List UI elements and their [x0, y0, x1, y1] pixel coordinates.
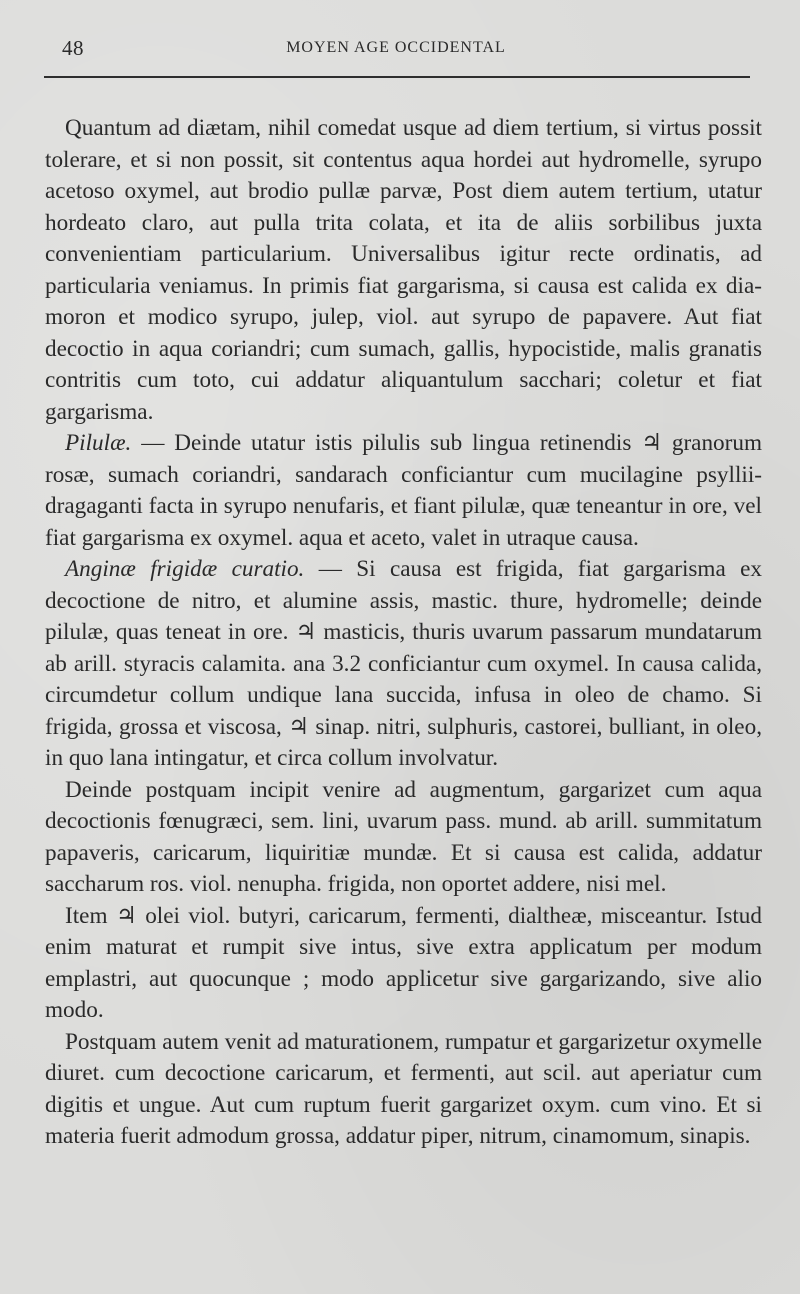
- running-title: MOYEN AGE OCCIDENTAL: [286, 39, 506, 56]
- paragraph-text: Quantum ad diætam, nihil comedat usque ad diem tertium, si virtus possit tolerare, et si non possit, sit contentus aqua hordei aut hydromelle, syrupo acetoso oxymel, aut brodio pullæ parvæ, Post diem autem tertium, utatur hordeato claro, aut pulla trita colata, et ita de aliis sorbilibus juxta convenientiam particularium. Universalibus igitur recte ordinatis, ad particularia veniamus. In primis fiat gargarisma, si causa est calida ex diamoron et modico syrupo, julep, viol. aut syrupo de papavere. Aut fiat decoctio in aqua coriandri; cum sumach, gallis, hypocistide, malis granatis contritis cum toto, cui addatur aliquantulum sacchari; coletur et fiat gargarisma.: [45, 115, 762, 425]
- header-rule: [44, 76, 750, 78]
- paragraph-5: [45, 901, 762, 1027]
- page-header: [40, 34, 752, 64]
- run-in-heading-anginae: Anginæ frigidæ curatio.: [65, 556, 305, 582]
- paragraph-anginae: [45, 554, 762, 775]
- paragraph-6: [45, 1027, 762, 1153]
- paragraph-text: — Deinde utatur istis pilulis sub lingua retinendis ♃ granorum rosæ, sumach coriandri, sandarach conficiantur cum mucilagine psyllii-dragaganti facta in syrupo nenufaris, et fiant pilulæ, quæ teneantur in ore, vel fiat gargarisma ex oxymel. aqua et aceto, valet in utraque causa.: [45, 430, 762, 551]
- page-number: 48: [62, 36, 84, 60]
- body-text: [45, 113, 762, 1153]
- run-in-heading-pilulae: Pilulæ.: [65, 430, 132, 456]
- paragraph-text: — Si causa est frigida, fiat gargarisma ex decoctione de nitro, et alumine assis, mastic. thure, hydromelle; deinde pilulæ, quas teneat in ore. ♃ masticis, thuris uvarum passarum mundatarum ab arill. styracis calamita. ana 3.2 conficiantur cum oxymel. In causa calida, circumdetur collum undique lana succida, infusa in oleo de chamo. Si frigida, grossa et viscosa, ♃ sinap. nitri, sulphuris, castorei, bulliant, in oleo, in quo lana intingatur, et circa collum involvatur.: [45, 556, 762, 771]
- paragraph-1: [45, 113, 762, 428]
- paragraph-text: Deinde postquam incipit venire ad augmentum, gargarizet cum aqua decoctionis fœnugræci, sem. lini, uvarum pass. mund. ab arill. summitatum papaveris, caricarum, liquiritiæ mundæ. Et si causa est calida, addatur saccharum ros. viol. nenupha. frigida, non oportet addere, nisi mel.: [45, 776, 762, 897]
- paragraph-text: Postquam autem venit ad maturationem, rumpatur et gargarizetur oxymelle diuret. cum decoctione caricarum, et fermenti, aut scil. aut aperiatur cum digitis et ungue. Aut cum ruptum fuerit gargarizet oxym. cum vino. Et si materia fuerit admodum grossa, addatur piper, nitrum, cinamomum, sinapis.: [45, 1028, 762, 1149]
- paragraph-4: [45, 775, 762, 901]
- paragraph-text: Item ♃ olei viol. butyri, caricarum, fermenti, dialtheæ, misceantur. Istud enim maturat et rumpit sive intus, sive extra applicatum per modum emplastri, aut quocunque ; modo applicetur sive gargarizando, sive alio modo.: [45, 902, 762, 1023]
- paragraph-pilulae: [45, 428, 762, 554]
